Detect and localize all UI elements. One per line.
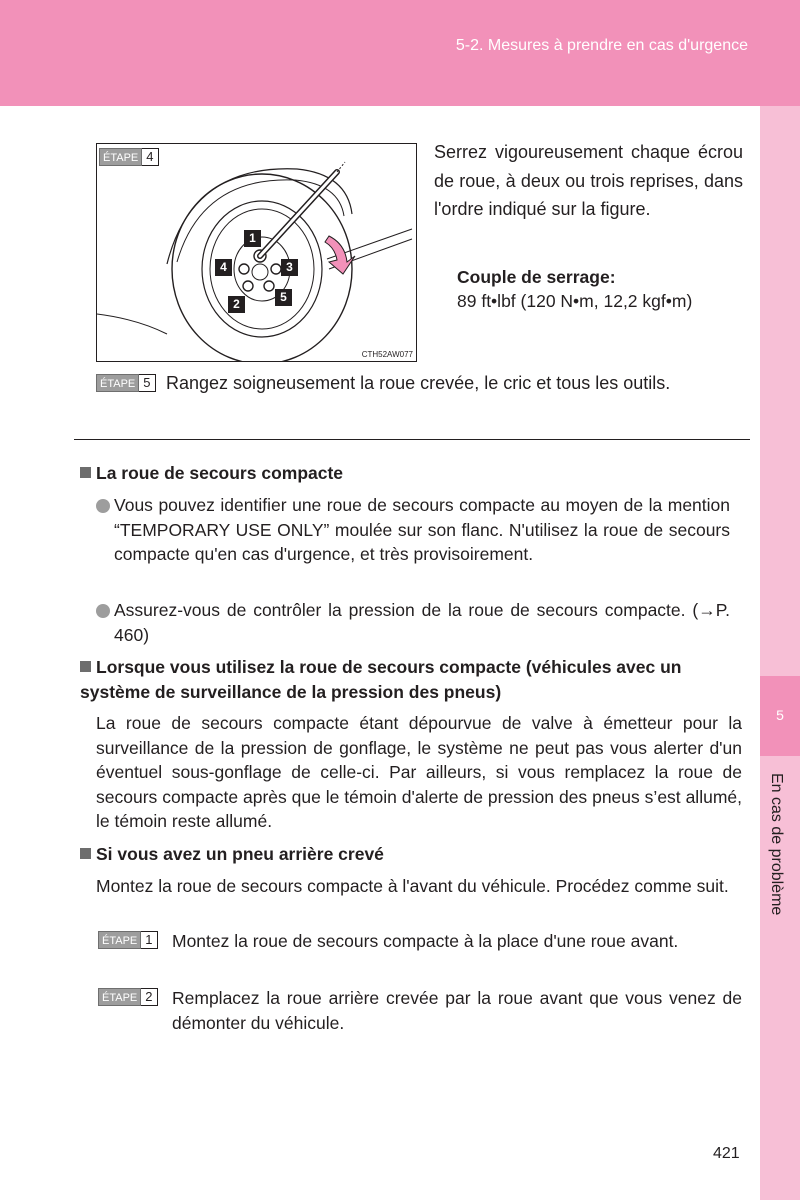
step-badge-word: ÉTAPE (96, 374, 139, 392)
chapter-label: En cas de problème (768, 773, 785, 916)
nut-label-1: 1 (244, 230, 261, 247)
step-1-text: Montez la roue de secours compacte à la place d'une roue avant. (172, 931, 679, 951)
nut-label-2: 2 (228, 296, 245, 313)
step-badge-number: 2 (141, 988, 157, 1006)
section-divider (74, 439, 750, 440)
header-title: 5-2. Mesures à prendre en cas d'urgence (455, 37, 748, 54)
square-bullet-icon (80, 661, 91, 672)
list-item: Vous pouvez identifier une roue de secours compacte au moyen de la mention “TEMPORARY USE ONLY” moulée sur son flanc. N'utilisez la roue de secours compacte qu'en cas d'urgence, et très provisoirement. (96, 493, 730, 567)
step-badge-1 (98, 931, 158, 949)
nut-label-4: 4 (215, 259, 232, 276)
list-item: Assurez-vous de contrôler la pression de la roue de secours compacte. (→P. 460) (96, 598, 730, 647)
step-2-text: Remplacez la roue arrière crevée par la roue avant que vous venez de démonter du véhicule. (172, 988, 742, 1033)
step-badge-2 (98, 988, 158, 1006)
step-badge-word: ÉTAPE (98, 988, 141, 1006)
step-badge-number: 5 (139, 374, 155, 392)
side-band (760, 106, 800, 1200)
step-badge-word: ÉTAPE (99, 148, 142, 166)
section-title-rear-flat: Si vous avez un pneu arrière crevé (80, 842, 384, 867)
torque-value: 89 ft•lbf (120 N•m, 12,2 kgf•m) (457, 291, 693, 311)
wheel-drawing (97, 144, 417, 362)
circle-bullet-icon (96, 604, 110, 618)
nut-label-3: 3 (281, 259, 298, 276)
chapter-tab-number: 5 (776, 707, 784, 723)
chapter-tab[interactable] (760, 676, 800, 756)
step5-text: Rangez soigneusement la roue crevée, le cric et tous les outils. (166, 373, 671, 393)
square-bullet-icon (80, 467, 91, 478)
step4-text: Serrez vigoureusement chaque écrou de roue, à deux ou trois reprises, dans l'ordre indiqué sur la figure. (434, 142, 743, 219)
nut-label-5: 5 (275, 289, 292, 306)
section-title-compact-spare: La roue de secours compacte (80, 461, 343, 486)
page-number: 421 (713, 1145, 740, 1162)
torque-label: Couple de serrage: (457, 267, 616, 287)
tpms-body: La roue de secours compacte étant dépourvue de valve à émetteur pour la surveillance de la pression de gonflage, le système ne peut pas vous alerter d'un éventuel sous-gonflage de celle-ci. Par ailleurs, si vous remplacez la roue de secours compacte après que le témoin d'alerte de pression des pneus s’est allumé, le témoin reste allumé. (96, 713, 742, 831)
step-badge-5 (96, 374, 156, 392)
step-badge-number: 1 (141, 931, 157, 949)
step-badge-word: ÉTAPE (98, 931, 141, 949)
rear-flat-body: Montez la roue de secours compacte à l'avant du véhicule. Procédez comme suit. (96, 876, 729, 896)
step-badge-4 (99, 148, 159, 166)
page-header (0, 0, 800, 106)
square-bullet-icon (80, 848, 91, 859)
figure-code: CTH52AW077 (361, 350, 413, 359)
section-title-tpms: Lorsque vous utilisez la roue de secours compacte (véhicules avec un système de surveillance de la pression des pneus) (80, 657, 682, 702)
circle-bullet-icon (96, 499, 110, 513)
step-badge-number: 4 (142, 148, 158, 166)
wheel-illustration (96, 143, 417, 362)
